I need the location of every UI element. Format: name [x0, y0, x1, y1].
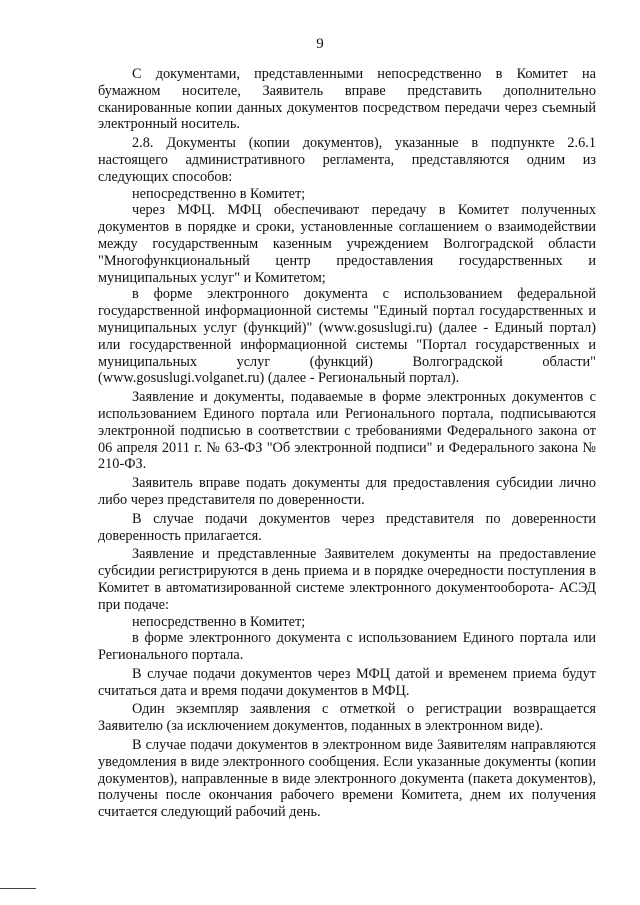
paragraph-electronic-signature: Заявление и документы, подаваемые в форме электронных документов с использованием Единого портала или Регионального портала, подписываются электронной подписью в соответствии с требованиями Федерального закона от 06 апреля 2011 г. № 63-ФЗ "Об электронной подписи" и Федерального закона № 210-ФЗ. [98, 389, 596, 473]
list-item-electronic: в форме электронного документа с использованием федеральной государственной информационной системы "Единый портал государственных и муниципальных услуг (функций)" (www.gosuslugi.ru) (далее - Единый портал) или государственной информационной системы "Портал государственных и муниципальных услуг (функций) Волгоградской области" (www.gosuslugi.volganet.ru) (далее - Региональный портал). [98, 286, 596, 387]
paragraph-registration: Заявление и представленные Заявителем документы на предоставление субсидии регистрируются в день приема и в порядке очередности поступления в Комитет в автоматизированной системе электронного документооборота- АСЭД при подаче: [98, 546, 596, 613]
footer-divider [0, 888, 36, 889]
paragraph-2-8: 2.8. Документы (копии документов), указанные в подпункте 2.6.1 настоящего административного регламента, представляются одним из следующих способов: [98, 135, 596, 185]
paragraph-mfc-date: В случае подачи документов через МФЦ датой и временем приема будут считаться дата и время подачи документов в МФЦ. [98, 665, 596, 699]
list-item-registration-directly: непосредственно в Комитет; [132, 613, 306, 630]
list-item-directly: непосредственно в Комитет; [132, 185, 306, 202]
document-body [98, 66, 596, 821]
list-item-mfc: через МФЦ. МФЦ обеспечивают передачу в Комитет полученных документов в порядке и сроки, установленные соглашением о взаимодействии между государственным казенным учреждением Волгоградской области "Многофункциональный центр предоставления государственных и муниципальных услуг" и Комитетом; [98, 202, 596, 286]
paragraph-representative: Заявитель вправе подать документы для предоставления субсидии лично либо через представителя по доверенности. [98, 475, 596, 508]
paragraph-copy-returned: Один экземпляр заявления с отметкой о регистрации возвращается Заявителю (за исключением документов, поданных в электронном виде). [98, 701, 596, 735]
paragraph-notifications: В случае подачи документов в электронном виде Заявителям направляются уведомления в виде электронного сообщения. Если указанные документы (копии документов), направленные в виде электронного документа (пакета документов), получены после окончания рабочего времени Комитета, днем их получения считается следующий рабочий день. [98, 737, 596, 821]
page-number: 9 [316, 36, 324, 52]
paragraph-scanned-copies: С документами, представленными непосредственно в Комитет на бумажном носителе, Заявитель вправе представить дополнительно сканированные копии данных документов посредством передачи через съемный электронный носитель. [98, 66, 596, 133]
list-item-registration-electronic: в форме электронного документа с использованием Единого портала или Регионального портала. [98, 630, 596, 664]
paragraph-power-of-attorney: В случае подачи документов через представителя по доверенности доверенность прилагается. [98, 510, 596, 544]
